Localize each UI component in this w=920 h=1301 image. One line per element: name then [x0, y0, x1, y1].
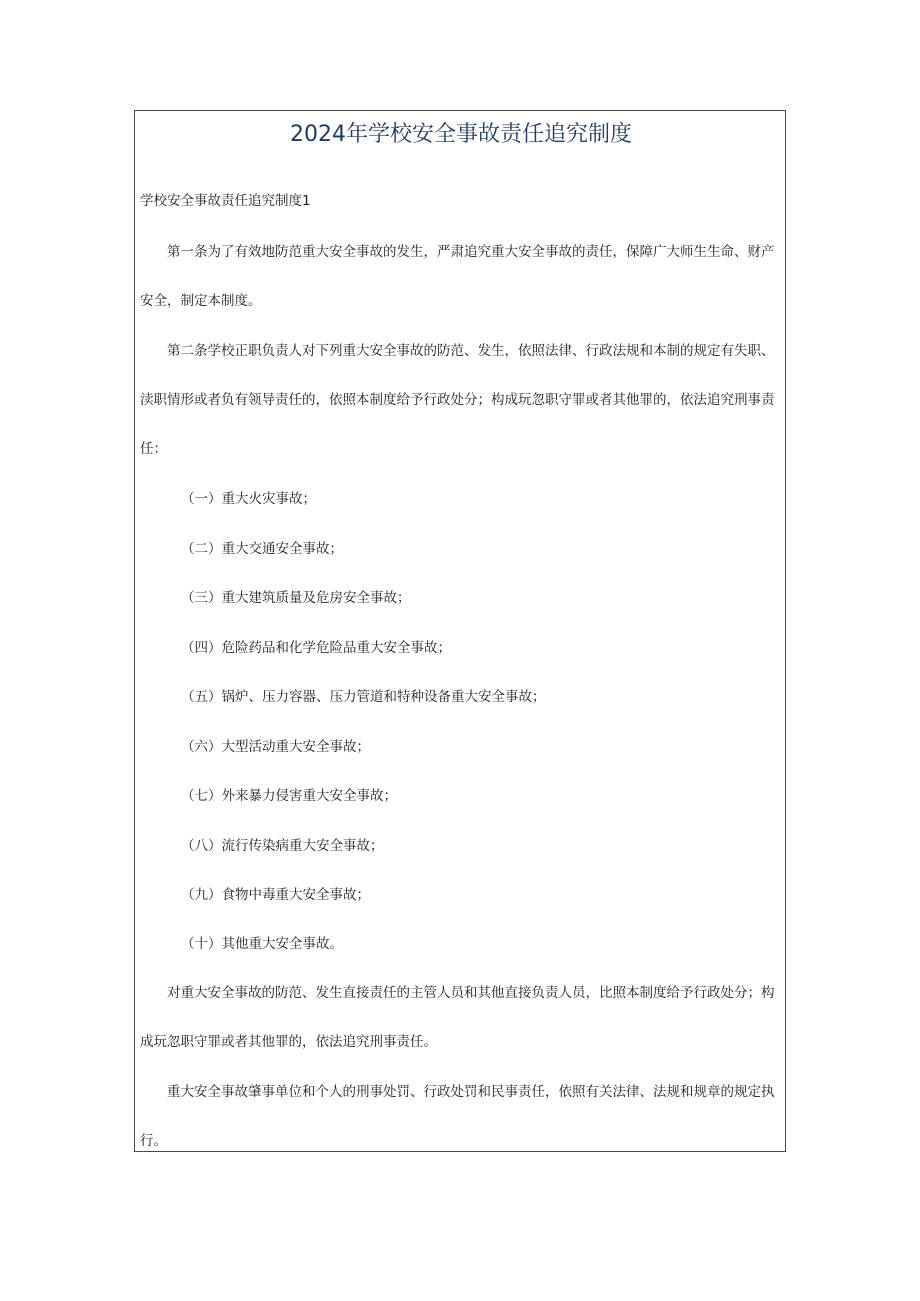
- paragraph-article-1: 第一条为了有效地防范重大安全事故的发生，严肃追究重大安全事故的责任，保障广大师生生命、财产安全，制定本制度。: [140, 244, 775, 309]
- paragraph-direct-responsibility: 对重大安全事故的防范、发生直接责任的主管人员和其他直接负责人员，比照本制度给予行政处分；构成玩忽职守罪或者其他罪的，依法追究刑事责任。: [140, 985, 775, 1050]
- list-item: （八）流行传染病重大安全事故；: [181, 838, 384, 854]
- list-item: （九）食物中毒重大安全事故；: [181, 887, 370, 903]
- list-item: （二）重大交通安全事故；: [181, 541, 343, 557]
- paragraph-penalties: 重大安全事故肇事单位和个人的刑事处罚、行政处罚和民事责任，依照有关法律、法规和规章的规定执行。: [140, 1084, 775, 1149]
- document-title: 2024年学校安全事故责任追究制度: [290, 122, 632, 147]
- list-item: （五）锅炉、压力容器、压力管道和特种设备重大安全事故；: [181, 689, 546, 705]
- list-item: （六）大型活动重大安全事故；: [181, 739, 370, 755]
- list-item: （三）重大建筑质量及危房安全事故；: [181, 590, 411, 606]
- list-item: （一）重大火灾事故；: [181, 491, 316, 507]
- document-frame: [134, 110, 786, 1152]
- list-item: （十）其他重大安全事故。: [181, 936, 343, 952]
- list-item: （四）危险药品和化学危险品重大安全事故；: [181, 640, 451, 656]
- paragraph-article-2: 第二条学校正职负责人对下列重大安全事故的防范、发生，依照法律、行政法规和本制的规定有失职、渎职情形或者负有领导责任的，依照本制度给予行政处分；构成玩忽职守罪或者其他罪的，依法追究刑事责任：: [140, 343, 775, 457]
- section-heading: 学校安全事故责任追究制度1: [140, 193, 311, 209]
- list-item: （七）外来暴力侵害重大安全事故；: [181, 788, 397, 804]
